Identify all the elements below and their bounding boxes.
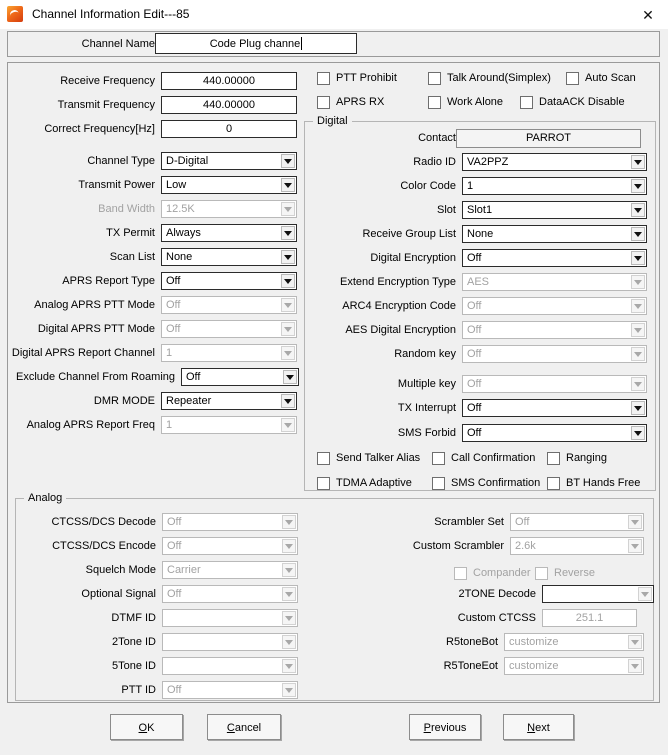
channel-name-panel (7, 31, 660, 57)
2tone-id-select (162, 633, 298, 651)
correct-frequency-label: Correct Frequency[Hz] (44, 123, 155, 135)
channel-type-row (8, 152, 297, 170)
scrambler-set-label: Scrambler Set (434, 516, 504, 528)
squelch-mode-select: Carrier (162, 561, 298, 579)
chevron-down-icon[interactable] (638, 587, 652, 601)
close-icon[interactable]: ✕ (642, 7, 654, 23)
digital-group-legend: Digital (313, 114, 352, 128)
analog-aprs-ptt-mode-select: Off (161, 296, 297, 314)
digital-encryption-select[interactable]: Off (462, 249, 647, 267)
multiple-key-select: Off (462, 375, 647, 393)
r5toneeot-select: customize (504, 657, 644, 675)
chevron-down-icon[interactable] (281, 394, 295, 408)
random-key-select: Off (462, 345, 647, 363)
compander-checkbox: Compander (454, 566, 530, 580)
chevron-down-icon (282, 659, 296, 673)
digital-aprs-report-channel-select: 1 (161, 344, 297, 362)
next-button[interactable]: Next (503, 714, 574, 740)
channel-name-input[interactable] (155, 33, 357, 54)
arc4-encryption-code-row (305, 297, 647, 315)
color-code-select[interactable]: 1 (462, 177, 647, 195)
arc4-encryption-code-select: Off (462, 297, 647, 315)
custom-scrambler-select: 2.6k (510, 537, 644, 555)
chevron-down-icon (631, 275, 645, 289)
contact-button[interactable]: PARROT (456, 129, 641, 148)
band-width-row (8, 200, 297, 218)
custom-ctcss-row (322, 609, 637, 627)
extend-encryption-type-row (305, 273, 647, 291)
2tone-id-label: 2Tone ID (111, 636, 156, 648)
ctcss-dcs-decode-select: Off (162, 513, 298, 531)
receive-group-list-select[interactable]: None (462, 225, 647, 243)
channel-name-value: Code Plug channe (209, 37, 301, 50)
dmr-mode-label: DMR MODE (93, 395, 155, 407)
2tone-decode-label: 2TONE Decode (458, 588, 536, 600)
analog-aprs-report-freq-label: Analog APRS Report Freq (26, 419, 155, 431)
chevron-down-icon[interactable] (281, 250, 295, 264)
analog-aprs-ptt-mode-row (8, 296, 297, 314)
receive-group-list-row (305, 225, 647, 243)
digital-encryption-row (305, 249, 647, 267)
ptt-id-row (16, 681, 298, 699)
cancel-button[interactable]: Cancel (207, 714, 281, 740)
sms-forbid-select[interactable]: Off (462, 424, 647, 442)
slot-row (305, 201, 647, 219)
chevron-down-icon (282, 515, 296, 529)
sms-confirmation-checkbox[interactable]: SMS Confirmation (432, 476, 540, 490)
dtmf-id-label: DTMF ID (111, 612, 156, 624)
slot-label: Slot (437, 204, 456, 216)
checkbox-icon[interactable] (547, 477, 560, 490)
checkbox-icon[interactable] (317, 477, 330, 490)
digital-group (304, 115, 656, 491)
correct-frequency-row (8, 120, 297, 138)
chevron-down-icon (281, 346, 295, 360)
radio-id-row (305, 153, 647, 171)
dmr-mode-row (8, 392, 297, 410)
chevron-down-icon[interactable] (281, 274, 295, 288)
ptt-id-label: PTT ID (121, 684, 156, 696)
transmit-frequency-input[interactable] (161, 96, 297, 114)
digital-aprs-ptt-mode-select: Off (161, 320, 297, 338)
channel-name-row (8, 35, 161, 53)
aprs-rx-checkbox[interactable]: APRS RX (317, 95, 384, 109)
chevron-down-icon (282, 635, 296, 649)
tx-permit-row (8, 224, 297, 242)
receive-group-list-label: Receive Group List (362, 228, 456, 240)
ptt-prohibit-checkbox[interactable]: PTT Prohibit (317, 71, 397, 85)
aprs-report-type-row (8, 272, 297, 290)
exclude-channel-from-roaming-label: Exclude Channel From Roaming (16, 371, 175, 383)
chevron-down-icon (282, 611, 296, 625)
radio-id-label: Radio ID (413, 156, 456, 168)
chevron-down-icon[interactable] (283, 370, 297, 384)
aprs-report-type-select[interactable]: Off (161, 272, 297, 290)
5tone-id-select (162, 657, 298, 675)
correct-frequency-input[interactable] (161, 120, 297, 138)
r5tonebot-label: R5toneBot (446, 636, 498, 648)
ctcss-dcs-encode-row (16, 537, 298, 555)
checkbox-icon[interactable] (566, 72, 579, 85)
analog-aprs-report-freq-row (8, 416, 297, 434)
ctcss-dcs-decode-row (16, 513, 298, 531)
checkbox-icon[interactable] (428, 72, 441, 85)
chevron-down-icon (628, 659, 642, 673)
ok-button[interactable]: OK (110, 714, 183, 740)
ranging-checkbox[interactable]: Ranging (547, 451, 607, 465)
r5toneeot-label: R5ToneEot (443, 660, 498, 672)
slot-select[interactable]: Slot1 (462, 201, 647, 219)
chevron-down-icon (282, 563, 296, 577)
chevron-down-icon (631, 323, 645, 337)
checkbox-icon[interactable] (428, 96, 441, 109)
digital-aprs-report-channel-row (8, 344, 297, 362)
squelch-mode-row (16, 561, 298, 579)
bt-hands-free-checkbox[interactable]: BT Hands Free (547, 476, 640, 490)
auto-scan-checkbox[interactable]: Auto Scan (566, 71, 636, 85)
squelch-mode-label: Squelch Mode (85, 564, 156, 576)
title-bar (0, 0, 668, 29)
chevron-down-icon[interactable] (281, 226, 295, 240)
digital-aprs-ptt-mode-row (8, 320, 297, 338)
reverse-checkbox: Reverse (535, 566, 595, 580)
chevron-down-icon[interactable] (631, 401, 645, 415)
tx-interrupt-select[interactable]: Off (462, 399, 647, 417)
chevron-down-icon (281, 298, 295, 312)
band-width-label: Band Width (98, 203, 155, 215)
dmr-mode-select[interactable]: Repeater (161, 392, 297, 410)
custom-ctcss-input (542, 609, 637, 627)
extend-encryption-type-label: Extend Encryption Type (340, 276, 456, 288)
sms-forbid-row (305, 424, 647, 442)
chevron-down-icon (628, 515, 642, 529)
chevron-down-icon[interactable] (281, 178, 295, 192)
ptt-id-select: Off (162, 681, 298, 699)
chevron-down-icon (282, 587, 296, 601)
checkbox-icon[interactable] (547, 452, 560, 465)
chevron-down-icon[interactable] (631, 426, 645, 440)
2tone-decode-select[interactable] (542, 585, 654, 603)
call-confirmation-checkbox[interactable]: Call Confirmation (432, 451, 535, 465)
chevron-down-icon (282, 539, 296, 553)
band-width-select: 12.5K (161, 200, 297, 218)
previous-button[interactable]: Previous (409, 714, 481, 740)
r5toneeot-row (322, 657, 644, 675)
chevron-down-icon (631, 347, 645, 361)
dataack-disable-checkbox[interactable]: DataACK Disable (520, 95, 625, 109)
send-talker-alias-checkbox[interactable]: Send Talker Alias (317, 451, 420, 465)
analog-aprs-report-freq-select: 1 (161, 416, 297, 434)
channel-name-label: Channel Name (81, 38, 155, 50)
transmit-power-label: Transmit Power (78, 179, 155, 191)
analog-group-legend: Analog (24, 491, 66, 505)
transmit-frequency-row (8, 96, 297, 114)
checkbox-icon (454, 567, 467, 580)
chevron-down-icon[interactable] (631, 155, 645, 169)
aes-digital-encryption-label: AES Digital Encryption (345, 324, 456, 336)
checkbox-icon (535, 567, 548, 580)
scrambler-set-row (322, 513, 644, 531)
chevron-down-icon (281, 202, 295, 216)
analog-aprs-ptt-mode-label: Analog APRS PTT Mode (34, 299, 155, 311)
channel-type-label: Channel Type (87, 155, 155, 167)
exclude-channel-from-roaming-select[interactable]: Off (181, 368, 299, 386)
chevron-down-icon[interactable] (631, 179, 645, 193)
color-code-label: Color Code (400, 180, 456, 192)
checkbox-icon[interactable] (317, 72, 330, 85)
dtmf-id-row (16, 609, 298, 627)
transmit-frequency-label: Transmit Frequency (57, 99, 155, 111)
main-panel (7, 62, 660, 703)
chevron-down-icon (631, 377, 645, 391)
color-code-row (305, 177, 647, 195)
multiple-key-label: Multiple key (397, 378, 456, 390)
5tone-id-label: 5Tone ID (111, 660, 156, 672)
scrambler-set-select: Off (510, 513, 644, 531)
custom-scrambler-label: Custom Scrambler (412, 540, 504, 552)
multiple-key-row (305, 375, 647, 393)
chevron-down-icon (628, 539, 642, 553)
aes-digital-encryption-row (305, 321, 647, 339)
checkbox-icon[interactable] (432, 452, 445, 465)
dtmf-id-select (162, 609, 298, 627)
transmit-power-select[interactable]: Low (161, 176, 297, 194)
chevron-down-icon (631, 299, 645, 313)
random-key-row (305, 345, 647, 363)
chevron-down-icon[interactable] (631, 227, 645, 241)
optional-signal-select: Off (162, 585, 298, 603)
app-icon (7, 6, 23, 22)
chevron-down-icon[interactable] (631, 203, 645, 217)
digital-encryption-label: Digital Encryption (370, 252, 456, 264)
r5tonebot-select: customize (504, 633, 644, 651)
radio-id-select[interactable]: VA2PPZ (462, 153, 647, 171)
tdma-adaptive-checkbox[interactable]: TDMA Adaptive (317, 476, 412, 490)
checkbox-icon[interactable] (520, 96, 533, 109)
extend-encryption-type-select: AES (462, 273, 647, 291)
receive-frequency-input[interactable] (161, 72, 297, 90)
aprs-report-type-label: APRS Report Type (62, 275, 155, 287)
chevron-down-icon[interactable] (281, 154, 295, 168)
text-caret (301, 37, 302, 50)
exclude-channel-from-roaming-row (8, 368, 299, 386)
r5tonebot-row (322, 633, 644, 651)
channel-type-select[interactable]: D-Digital (161, 152, 297, 170)
receive-frequency-label: Receive Frequency (60, 75, 155, 87)
ctcss-dcs-encode-label: CTCSS/DCS Encode (52, 540, 156, 552)
arc4-encryption-code-label: ARC4 Encryption Code (342, 300, 456, 312)
receive-frequency-row (8, 72, 297, 90)
scan-list-label: Scan List (109, 251, 155, 263)
aes-digital-encryption-select: Off (462, 321, 647, 339)
talk-around-checkbox[interactable]: Talk Around(Simplex) (428, 71, 551, 85)
chevron-down-icon (281, 322, 295, 336)
digital-aprs-report-channel-label: Digital APRS Report Channel (11, 347, 155, 359)
ctcss-dcs-decode-label: CTCSS/DCS Decode (51, 516, 156, 528)
5tone-id-row (16, 657, 298, 675)
digital-aprs-ptt-mode-label: Digital APRS PTT Mode (37, 323, 155, 335)
2tone-decode-row (322, 585, 654, 603)
tx-permit-select[interactable]: Always (161, 224, 297, 242)
ctcss-dcs-encode-select: Off (162, 537, 298, 555)
contact-row (305, 129, 462, 147)
chevron-down-icon (282, 683, 296, 697)
custom-ctcss-label: Custom CTCSS (457, 612, 536, 624)
optional-signal-row (16, 585, 298, 603)
tx-interrupt-label: TX Interrupt (397, 402, 456, 414)
transmit-power-row (8, 176, 297, 194)
sms-forbid-label: SMS Forbid (397, 427, 456, 439)
contact-label: Contact (418, 132, 456, 144)
work-alone-checkbox[interactable]: Work Alone (428, 95, 503, 109)
tx-permit-label: TX Permit (106, 227, 155, 239)
tx-interrupt-row (305, 399, 647, 417)
2tone-id-row (16, 633, 298, 651)
checkbox-icon[interactable] (317, 452, 330, 465)
chevron-down-icon[interactable] (631, 251, 645, 265)
window-title: Channel Information Edit---85 (32, 7, 190, 21)
checkbox-icon[interactable] (317, 96, 330, 109)
optional-signal-label: Optional Signal (81, 588, 156, 600)
random-key-label: Random key (394, 348, 456, 360)
custom-scrambler-row (322, 537, 644, 555)
analog-group (15, 492, 654, 701)
scan-list-select[interactable]: None (161, 248, 297, 266)
chevron-down-icon (281, 418, 295, 432)
checkbox-icon[interactable] (432, 477, 445, 490)
chevron-down-icon (628, 635, 642, 649)
scan-list-row (8, 248, 297, 266)
